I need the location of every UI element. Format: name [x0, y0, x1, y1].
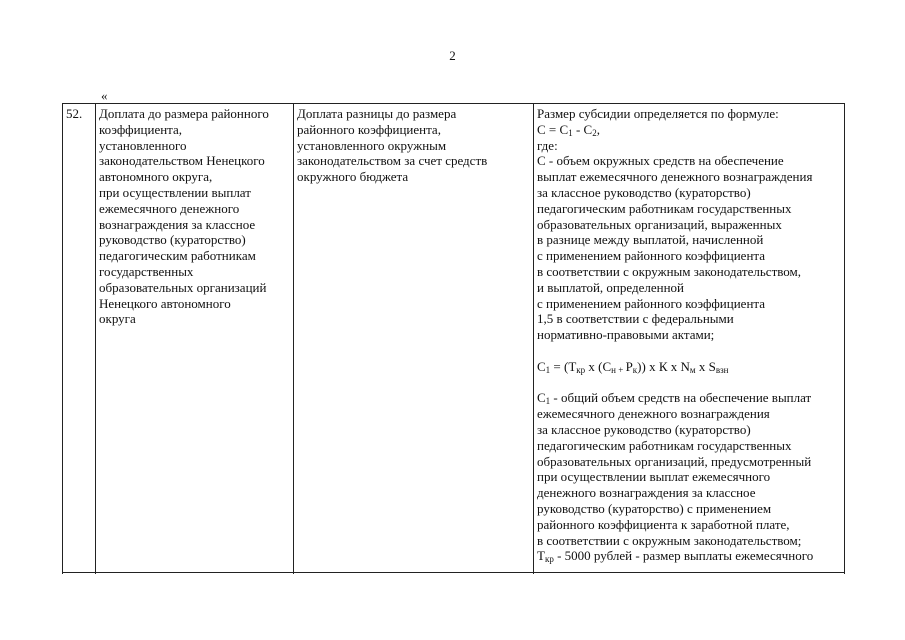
formula-main-part: - С [572, 121, 593, 137]
payment-type-text: Доплата до размера районного коэффициента, установленного законодательством Ненецкого автономного округа, при осуществлении выплат ежемесячного денежного вознаграждения за классное руководство (кураторство) педагогическим работникам государственных образовательных организаций Ненецкого автономного округа [99, 106, 269, 327]
c1-definition [537, 390, 811, 547]
formula-intro: Размер субсидии определяется по формуле: [537, 106, 779, 121]
tkr-sub: кр [544, 554, 554, 565]
tkr-definition [537, 548, 813, 563]
calculation-method-cell [534, 104, 845, 574]
formula-c1-part: С [537, 358, 546, 374]
page-number: 2 [449, 48, 456, 63]
formula-main-sub: 2 [592, 127, 597, 138]
formula-c1-sub: н + [611, 364, 626, 375]
formula-main-part: , [596, 121, 600, 137]
formula-c1-sub: 1 [545, 364, 551, 375]
formula-c1-sub: к [632, 364, 638, 375]
row-number-cell [63, 104, 96, 574]
formula-c1-part: х S [695, 358, 716, 374]
formula-c1-part: Р [625, 358, 633, 374]
subsidy-table [62, 103, 845, 574]
formula-main-sub: 1 [568, 127, 573, 138]
payment-type-cell [96, 104, 294, 574]
table-bottom-border [62, 572, 845, 573]
payment-purpose-cell [294, 104, 534, 574]
table-row [63, 104, 845, 574]
formula-main-part: С = С [537, 121, 569, 137]
formula-c1-part: х (С [585, 358, 612, 374]
formula-c1 [537, 359, 728, 374]
formula-c1-part: )) х К х N [637, 358, 690, 374]
tkr-text: - 5000 рублей - размер выплаты ежемесячного [553, 548, 814, 564]
c1-sub: 1 [545, 396, 551, 407]
formula-c1-sub: м [689, 364, 696, 375]
formula-c1-sub: кр [576, 364, 586, 375]
c-definition: С - объем окружных средств на обеспечение выплат ежемесячного денежного вознаграждения за классное руководство (кураторство) педагогическим работникам государственных образовательных организаций, выраженных в разнице между выплатой, начисленной с применением районного коэффициента в соответствии с окружным законодательством, и выплатой, определенной с применением районного коэффициента 1,5 в соответствии с федеральными нормативно-правовыми актами; [537, 153, 813, 343]
tkr-label: Т [537, 548, 545, 564]
c1-label: С [537, 390, 546, 406]
where-label: где: [537, 137, 558, 153]
opening-quote-mark: « [101, 88, 108, 103]
formula-c1-sub: взн [715, 364, 729, 375]
formula-c1-part: = (Т [550, 358, 577, 374]
c1-text: - общий объем средств на обеспечение выплат ежемесячного денежного вознаграждения за классное руководство (кураторство) педагогическим работникам государственных образовательных организаций, предусмотренный при осуществлении выплат ежемесячного денежного вознаграждения за классное руководство (кураторство) с применением районного коэффициента к заработной плате, в соответствии с окружным законодательством; [537, 390, 812, 548]
row-number: 52. [66, 106, 83, 121]
payment-purpose-text: Доплата разницы до размера районного коэффициента, установленного окружным законодательством за счет средств окружного бюджета [297, 106, 488, 185]
formula-main [537, 122, 600, 137]
